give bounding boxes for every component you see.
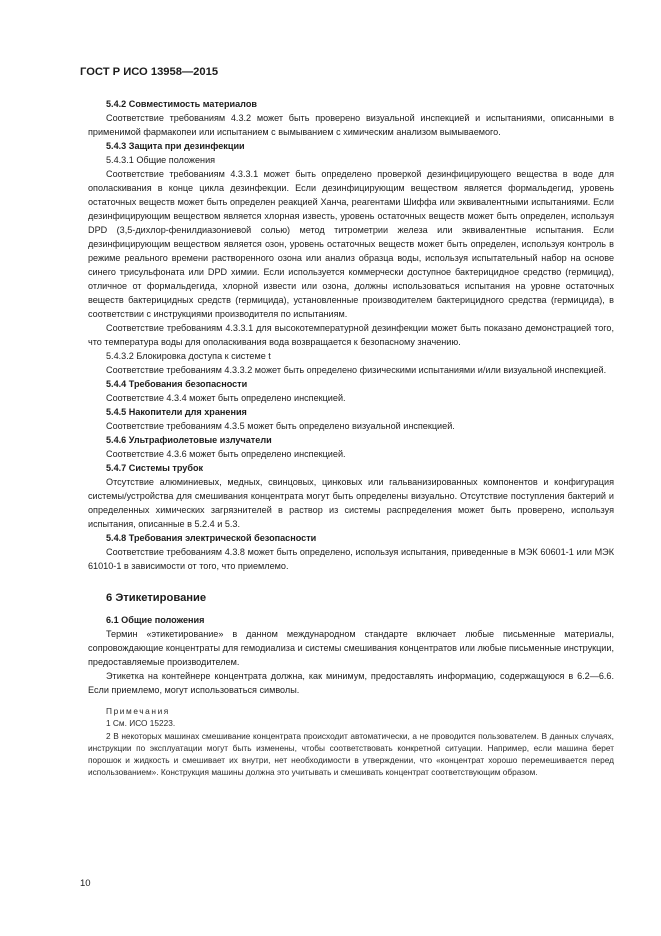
- section-5-4-7-title: 5.4.7 Системы трубок: [106, 463, 204, 473]
- section-6-1-text: Термин «этикетирование» в данном международном стандарте включает любые письменные материалы, сопровождающие концентраты для гемодиализа и системы смешивания концентратов или любые письменные инструкции, предоставляемые производителем.: [88, 629, 614, 667]
- section-5-4-8-title: 5.4.8 Требования электрической безопасности: [106, 533, 317, 543]
- section-5-4-4-text: Соответствие 4.3.4 может быть определено инспекцией.: [106, 393, 346, 403]
- section-5-4-6-title: 5.4.6 Ультрафиолетовые излучатели: [106, 435, 272, 445]
- section-5-4-6-text: Соответствие 4.3.6 может быть определено инспекцией.: [106, 449, 346, 459]
- section-5-4-3-1-text-2: Соответствие требованиям 4.3.3.1 для высокотемпературной дезинфекции может быть показано демонстрацией того, что температура воды для ополаскивания вода возвращается к безопасному значению.: [88, 323, 614, 347]
- section-5-4-2-text: Соответствие требованиям 4.3.2 может быть проверено визуальной инспекцией и испытаниями, описанными в применимой фармакопеи или испытанием с вымыванием с химическим анализом вымываемого.: [88, 113, 614, 137]
- section-5-4-5-title: 5.4.5 Накопители для хранения: [106, 407, 247, 417]
- note-1: 1 См. ИСО 15223.: [106, 718, 176, 729]
- page-body: [88, 97, 614, 779]
- section-5-4-4-title: 5.4.4 Требования безопасности: [106, 379, 248, 389]
- section-5-4-2-title: 5.4.2 Совместимость материалов: [106, 99, 257, 109]
- section-5-4-5-text: Соответствие требованиям 4.3.5 может быть определено визуальной инспекцией.: [106, 421, 455, 431]
- notes-title: Примечания: [106, 706, 170, 716]
- section-5-4-8-text: Соответствие требованиям 4.3.8 может быть определено, используя испытания, приведенные в МЭК 60601-1 или МЭК 61010-1 в зависимости от того, что приемлемо.: [88, 547, 614, 571]
- section-6-1-text-2: Этикетка на контейнере концентрата должна, как минимум, предоставлять информацию, содержащуюся в 6.2—6.6. Если приемлемо, могут использоваться символы.: [88, 671, 614, 695]
- page-number: 10: [80, 878, 91, 889]
- section-6-1-title: 6.1 Общие положения: [106, 615, 205, 625]
- section-5-4-3-2-text: Соответствие требованиям 4.3.3.2 может быть определено физическими испытаниями и/или визуальной инспекцией.: [106, 365, 607, 375]
- section-5-4-3-title: 5.4.3 Защита при дезинфекции: [106, 141, 245, 151]
- document-header: ГОСТ Р ИСО 13958—2015: [80, 66, 219, 78]
- section-5-4-7-text: Отсутствие алюминиевых, медных, свинцовых, цинковых или гальванизированных компонентов и конфигурация системы/устройства для смешивания концентрата могут быть определены визуально. Отсутствие поступления бактерий и определенных химических загрязнителей в раствор из системы распределения может быть проверено, используя испытания, описанные в 5.2.4 и 5.3.: [88, 477, 614, 529]
- section-5-4-3-2-title: 5.4.3.2 Блокировка доступа к системе t: [106, 351, 271, 361]
- section-6-title: 6 Этикетирование: [106, 592, 207, 604]
- notes-block: [88, 705, 614, 779]
- section-5-4-3-1-title: 5.4.3.1 Общие положения: [106, 155, 216, 165]
- section-5-4-3-1-text: Соответствие требованиям 4.3.3.1 может быть определено проверкой дезинфицирующего вещества в воде для ополаскивания в конце цикла дезинфекции. Если дезинфицирующим веществом является формальдегид, уровень остаточных веществ может быть определен реакцией Ханча, реагентами Шиффа или эквивалентными испытаниями. Если дезинфицирующим веществом является хлорная известь, уровень остаточных веществ может быть определен, используя DPD (3,5-дихлор-фенилдиазониевой солью) метод титрометрии железа или эквивалентные испытания. Если дезинфицирующим веществом является озон, уровень остаточных веществ может быть определен, используя контроль в режиме реального времени растворенного озона или анализ образца воды, используя испытательный набор на основе синего трисульфоната или DPD химии. Если используется коммерчески доступное бактерицидное средство (гермицид), отличное от формальдегида, хлорной извести или озона, должны использоваться испытания на уровне остаточных веществ бактерицидных средств (гермицида), установленные производителем бактерицидного средства (гермицида), в соответствии с инструкциями производителя по испытаниям.: [88, 169, 614, 319]
- note-2: 2 В некоторых машинах смешивание концентрата происходит автоматически, а не проводится пользователем. В данных случаях, инструкции по эксплуатации могут быть изменены, чтобы соответствовать конкретной ситуации. Например, если машина берет порошок и жидкость и смешивает их внутри, нет необходимости в утверждении, что «концентрат хорошо перемешивается перед использованием». Конструкция машины должна это учитывать и смешивать концентрат соответствующим образом.: [88, 730, 614, 778]
